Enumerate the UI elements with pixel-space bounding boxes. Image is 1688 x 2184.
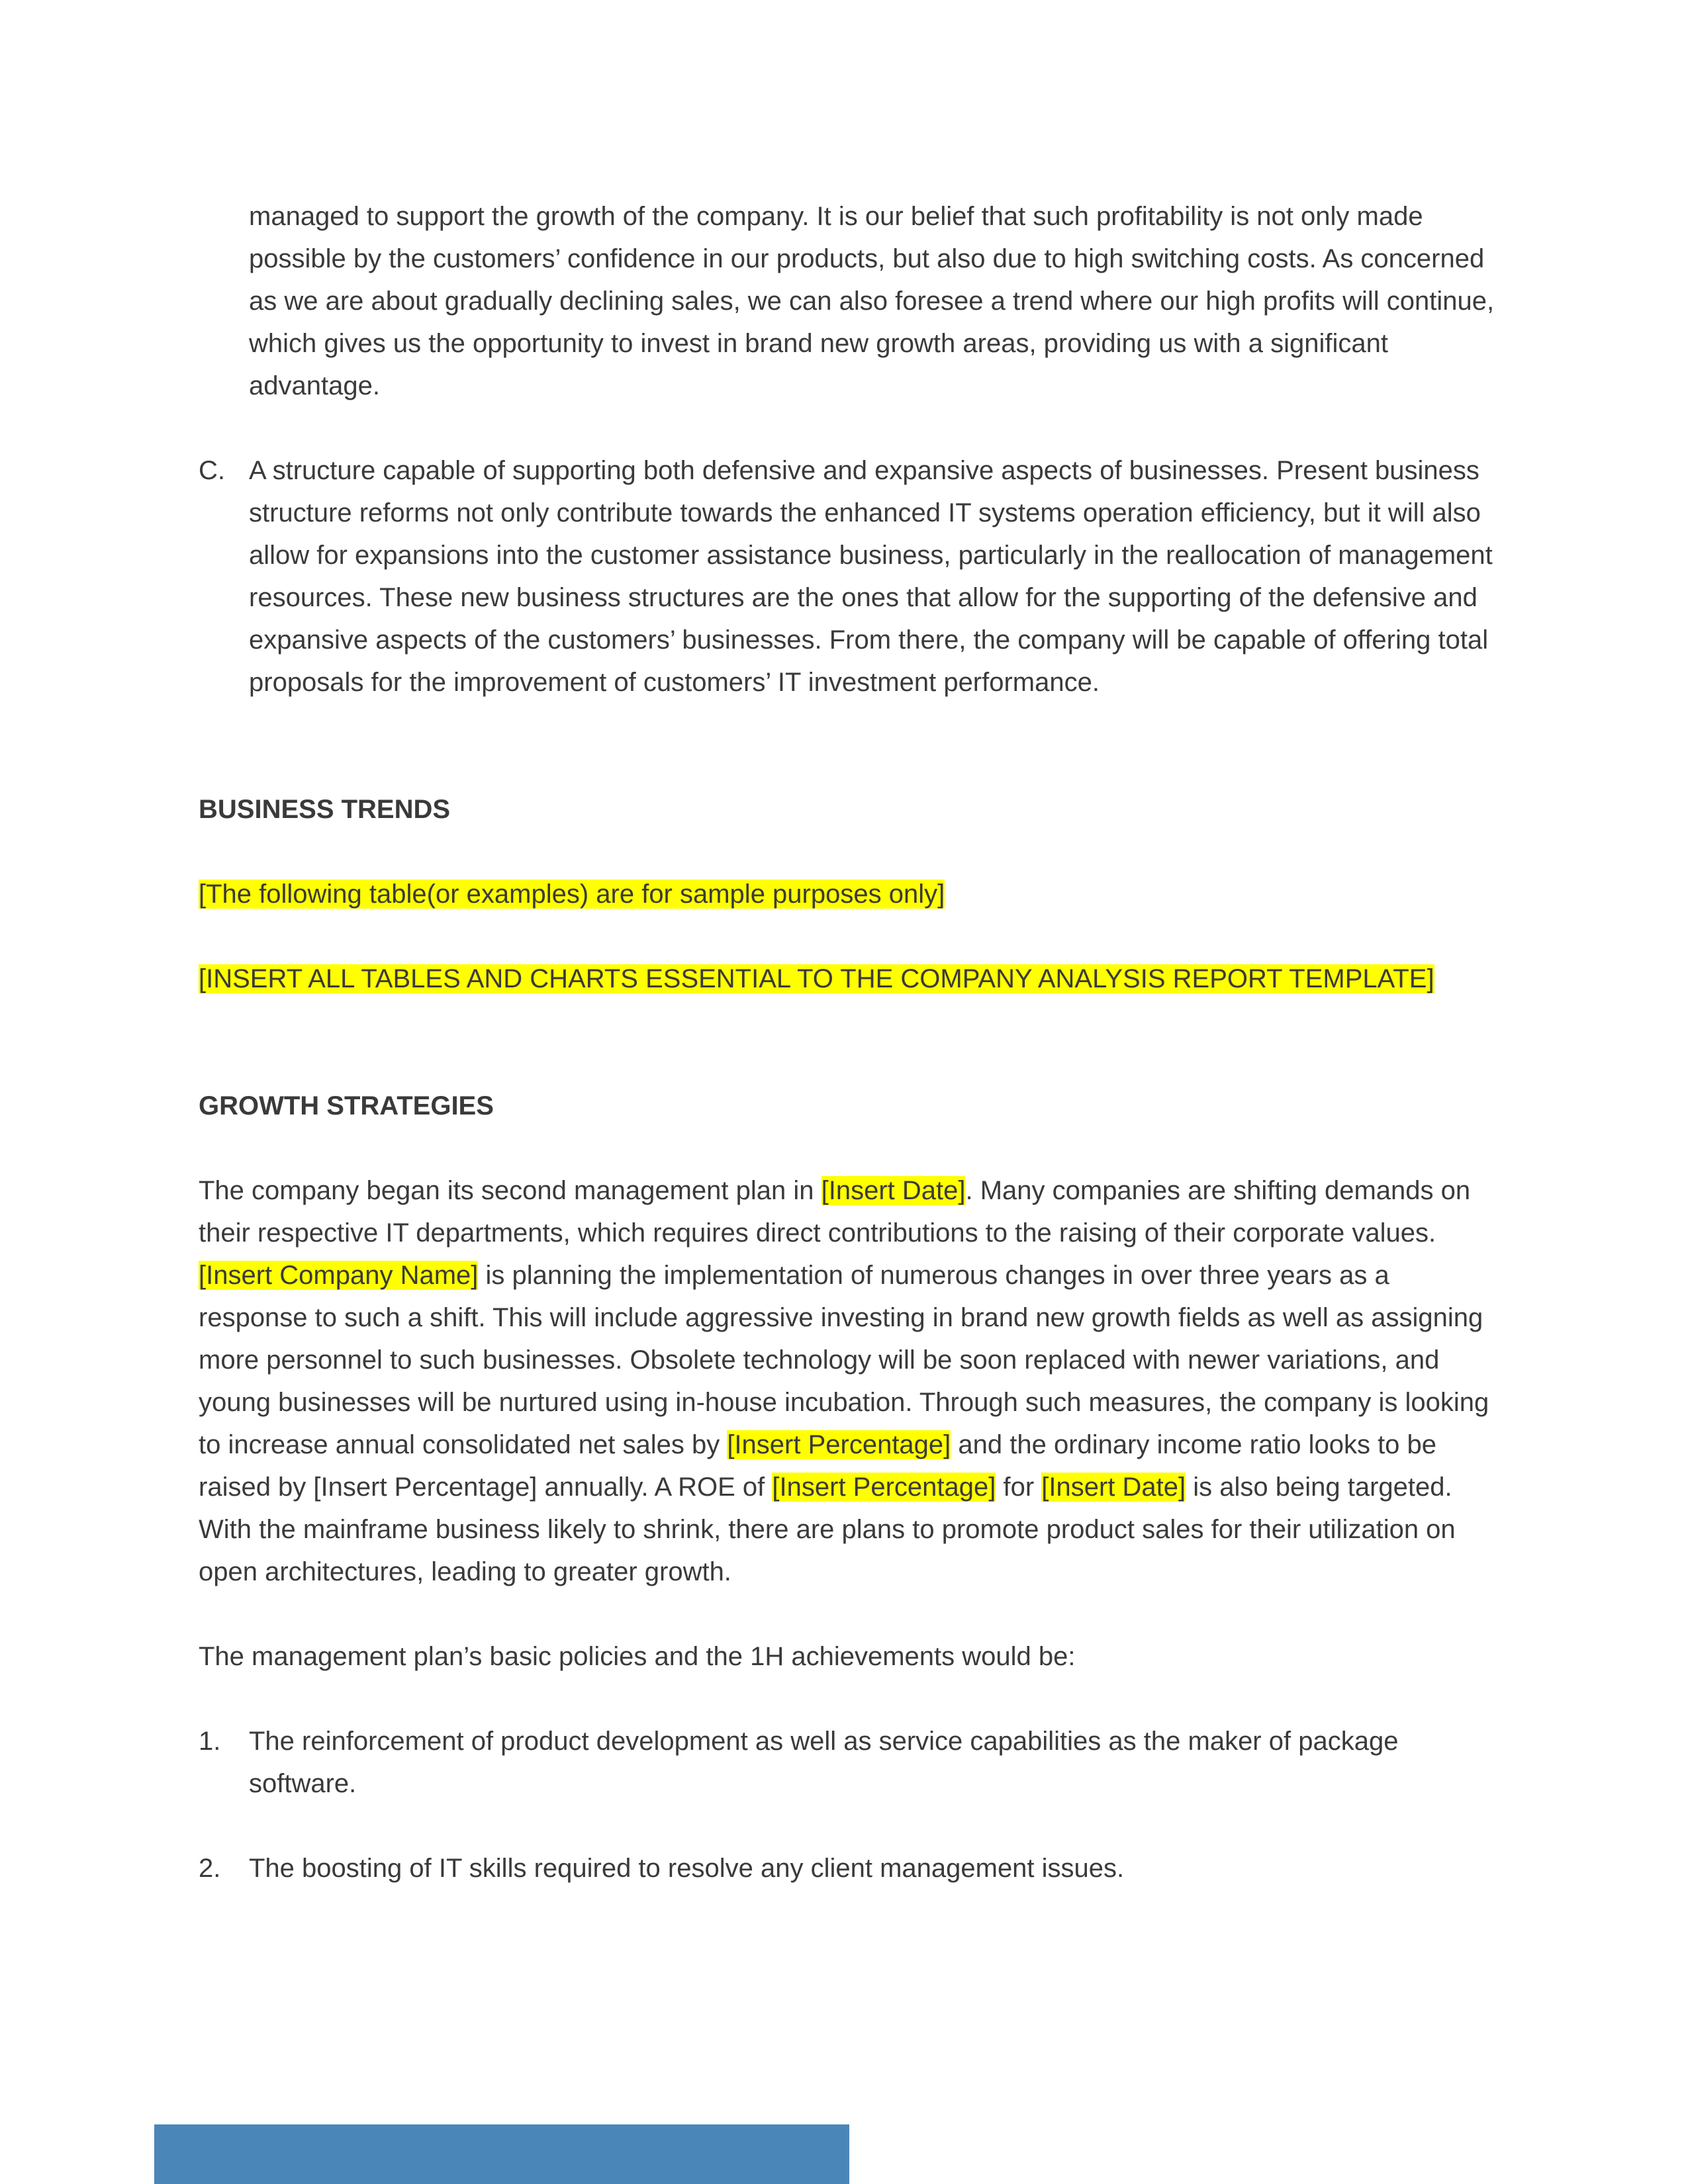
- highlighted-placeholder: [The following table(or examples) are for sample purposes only]: [199, 880, 945, 909]
- page-content: [199, 195, 1496, 1889]
- insert-percentage-placeholder: [Insert Percentage]: [727, 1430, 951, 1459]
- paragraph-text: for: [996, 1473, 1042, 1502]
- insert-tables-note: [199, 958, 1496, 1000]
- sample-note: [199, 873, 1496, 915]
- insert-company-name-placeholder: [Insert Company Name]: [199, 1261, 479, 1290]
- insert-date-placeholder: [Insert Date]: [1041, 1473, 1186, 1502]
- paragraph-text: is planning the implementation of numerous changes in over three years as a response to such a shift. This will include aggressive investing in brand new growth fields as well as assigning more personnel to such businesses. Obsolete technology will be soon replaced with newer variations, and young businesses will be nurtured using in-house incubation. Through such measures, the company is looking to increase annual consolidated net sales by: [199, 1261, 1489, 1459]
- policies-intro: The management plan’s basic policies and the 1H achievements would be:: [199, 1642, 1076, 1671]
- list-marker: C.: [199, 456, 225, 485]
- list-item-text: A structure capable of supporting both defensive and expansive aspects of businesses. Present business structure reforms not only contribute towards the enhanced IT systems operation efficiency, but it will also allow for expansions into the customer assistance business, particularly in the reallocation of management resources. These new business structures are the ones that allow for the supporting of the defensive and expansive aspects of the customers’ businesses. From there, the company will be capable of offering total proposals for the improvement of customers’ IT investment performance.: [249, 456, 1493, 697]
- list-marker: 1.: [199, 1727, 221, 1756]
- intro-paragraph: managed to support the growth of the company. It is our belief that such profitability is not only made possible by the customers’ confidence in our products, but also due to high switching costs. As concerned as we are about gradually declining sales, we can also foresee a trend where our high profits will continue, which gives us the opportunity to invest in brand new growth areas, providing us with a significant advantage.: [249, 202, 1495, 400]
- list-item-text: The reinforcement of product development as well as service capabilities as the maker of package software.: [249, 1727, 1399, 1798]
- list-item-text: The boosting of IT skills required to resolve any client management issues.: [249, 1854, 1125, 1883]
- paragraph-text: and the ordinary income ratio looks to be raised by [Insert Percentage] annually. A ROE of: [199, 1430, 1437, 1502]
- insert-date-placeholder: [Insert Date]: [821, 1176, 966, 1205]
- paragraph-text: The company began its second management plan in: [199, 1176, 821, 1205]
- growth-paragraph: [199, 1169, 1496, 1593]
- highlighted-placeholder: [INSERT ALL TABLES AND CHARTS ESSENTIAL TO THE COMPANY ANALYSIS REPORT TEMPLATE]: [199, 964, 1434, 993]
- list-marker: 2.: [199, 1854, 221, 1883]
- list-item: [199, 1720, 1496, 1805]
- list-item: [199, 1847, 1496, 1889]
- business-trends-heading: BUSINESS TRENDS: [199, 795, 451, 824]
- insert-percentage-placeholder: [Insert Percentage]: [772, 1473, 996, 1502]
- paragraph-text: . Many companies are shifting demands on their respective IT departments, which requires direct contributions to the raising of their corporate values.: [199, 1176, 1471, 1248]
- footer-accent-bar: [154, 2124, 849, 2184]
- list-item-c: [199, 449, 1496, 704]
- growth-strategies-heading: GROWTH STRATEGIES: [199, 1091, 494, 1120]
- paragraph-text: is also being targeted. With the mainframe business likely to shrink, there are plans to promote product sales for their utilization on open architectures, leading to greater growth.: [199, 1473, 1456, 1586]
